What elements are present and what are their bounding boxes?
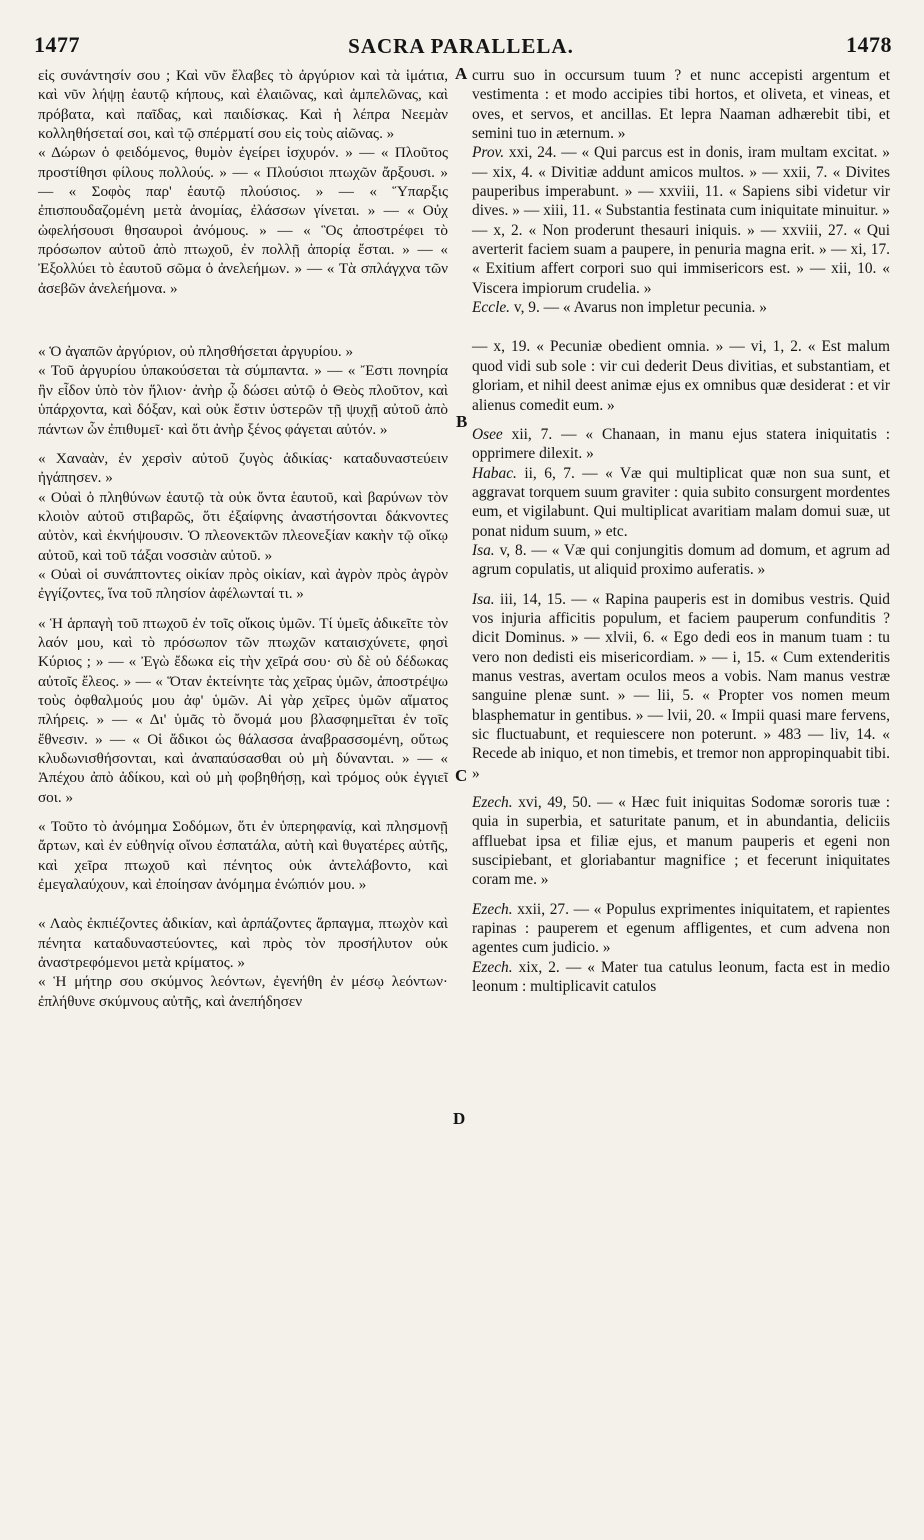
latin-text: v, 8. — « Væ qui conjungitis domum ad domum, et agrum ad agrum copulatis, ut aliquid proximo auferatis. » <box>472 541 890 579</box>
latin-text: v, 9. — « Avarus non impletur pecunia. » <box>510 299 767 317</box>
greek-passage: « Οὐαὶ ὁ πληθύνων ἑαυτῷ τὰ οὐκ ὄντα ἑαυτοῦ, καὶ βαρύνων τὸν κλοιὸν αὐτοῦ στιβαρῶς, ὅτι ἐξαίφνης ἀναστήσονται δάκνοντες αὐτὸν, καὶ ἐκνήψουσιν. Ὁ πλεονεκτῶν πλεονεξίαν κακὴν τῷ οἴκῳ αὐτοῦ, καὶ τοῦ τάξαι νοσσιὰν αὐτοῦ. » <box>38 488 448 564</box>
page-header <box>30 32 892 62</box>
page-number-left: 1477 <box>34 32 80 57</box>
latin-passage <box>472 793 890 890</box>
greek-passage: « Τοῦ ἀργυρίου ὑπακούσεται τὰ σύμπαντα. » — « Ἔστι πονηρία ἣν εἶδον ὑπὸ τὸν ἥλιον· ἀνὴρ ᾧ δώσει αὐτῷ ὁ Θεὸς πλοῦτον, καὶ ὑπάρχοντα, καὶ δόξαν, καὶ οὐκ ἔστιν ὑστερῶν τῇ ψυχῇ αὐτοῦ ἀπὸ πάντων ὧν ἐπιθυμεῖ· καὶ ὅτι ἀνὴρ ξένος φάγεται αὐτόν. » <box>38 362 448 438</box>
scripture-ref: Prov. <box>472 144 505 162</box>
latin-passage <box>472 958 890 997</box>
greek-passage: « Λαὸς ἐκπιέζοντες ἀδικίαν, καὶ ἁρπάζοντες ἅρπαγμα, πτωχὸν καὶ πένητα καταδυναστεύοντες, καὶ πρὸς τὸν προσήλυτον οὐκ ἀναστρεφόμενοι μετὰ κρίματος. » <box>38 915 448 972</box>
margin-letter-c: C <box>455 766 468 785</box>
latin-text: curru suo in occursum tuum ? et nunc accepisti argentum et vestimenta : et modo accipies tibi hortos, et oliveta, et vineas, et oves, et servos, et ancillas. Et lepra Naaman adhærebit tibi, et semini tuo in æternum. » <box>472 67 890 143</box>
scripture-ref: Habac. <box>472 464 517 482</box>
scripture-ref: Osee <box>472 425 503 443</box>
latin-passage <box>472 425 890 464</box>
scripture-ref: Eccle. <box>472 299 511 317</box>
latin-passage <box>472 337 890 414</box>
scripture-ref: Ezech. <box>472 900 513 918</box>
latin-text: — x, 19. « Pecuniæ obedient omnia. » — vi, 1, 2. « Est malum quod vidi sub sole : vir cui dederit Deus divitias, et substantiam, et gloriam, et nihil deest animæ ejus ex omnibus quæ desiderat : et vir alienus comedit eum. » <box>472 338 890 414</box>
latin-passage <box>472 541 890 580</box>
latin-column <box>472 66 890 996</box>
latin-passage <box>472 298 890 317</box>
greek-passage: « Ὁ ἀγαπῶν ἀργύριον, οὐ πλησθήσεται ἀργυρίου. » <box>38 343 354 361</box>
margin-letter-b: B <box>456 412 468 431</box>
latin-passage <box>472 590 890 783</box>
latin-passage <box>472 143 890 298</box>
page-number-right: 1478 <box>846 32 892 57</box>
latin-text: xxi, 24. — « Qui parcus est in donis, iram multam excitat. » — xix, 4. « Divitiæ addunt amicos multos. » — xxii, 7. « Divites pauperibus imperabunt. » — xxviii, 11. « Sapiens sibi videtur vir dives. » — xiii, 11. « Substantia festinata cum iniquitate minuitur. » — x, 2. « Non proderunt thesauri iniquis. » — xxviii, 27. « Qui averterit faciem suam a paupere, in penuria magna erit. » — xi, 17. « Exitium affert corpori suo qui immisericors est. » — xii, 10. « Viscera impiorum crudelia. » <box>472 144 890 297</box>
margin-letter-a: A <box>455 64 468 83</box>
scripture-ref: Isa. <box>472 590 495 608</box>
latin-passage <box>472 464 890 541</box>
latin-text: xxii, 27. — « Populus exprimentes iniquitatem, et rapientes rapinas : pauperem et egenum affligentes, et cum advena non agentes cum judicio. » <box>472 900 890 957</box>
running-title: SACRA PARALLELA. <box>348 34 574 58</box>
scripture-ref: Ezech. <box>472 794 513 812</box>
latin-text: ii, 6, 7. — « Væ qui multiplicat quæ non sua sunt, et aggravat torquem suum graviter : quia subito consurgent mordentes eum, et vigilabunt. Qui multiplicat avaritiam malam domui suæ, ut ponat nidum suum, » etc. <box>472 464 890 540</box>
scripture-ref: Isa. <box>472 541 495 559</box>
latin-text: iii, 14, 15. — « Rapina pauperis est in domibus vestris. Quid vos injuria afficitis populum, et faciem pauperum confunditis ? dicit Dominus. » — xlvii, 6. « Ego dedi eos in manum tuam : tu vero non dedisti eis misericordiam. » — i, 15. « Cum extenderitis manus vestras, avertam oculos meos a vobis. Nam manus vestræ sanguine plenæ sunt. » — lii, 5. « Propter vos nomen meum blasphematur in gentibus. » — lvii, 20. « Impii quasi mare fervens, sic fluctuabunt, et requiescere non poterunt. » 483 — liv, 14. « Recede ab iniquo, et non timebis, et tremor non appropinquabit tibi. » <box>472 590 890 782</box>
greek-passage: « Τοῦτο τὸ ἀνόμημα Σοδόμων, ὅτι ἐν ὑπερηφανίᾳ, καὶ πλησμονῇ ἄρτων, καὶ ἐν εὐθηνίᾳ οἴνου ἐσπατάλα, αὐτὴ καὶ θυγατέρες αὐτῆς, καὶ χεῖρα πτωχοῦ καὶ πένητος οὐκ ἀντελάβοντο, καὶ ἐμεγαλαύχουν, καὶ ἐποίησαν ἀνόμημα ἐνώπιόν μου. » <box>38 818 448 894</box>
margin-letter-d: D <box>453 1109 466 1128</box>
greek-passage: « Χαναὰν, ἐν χερσὶν αὐτοῦ ζυγὸς ἀδικίας· καταδυναστεύειν ἠγάπησεν. » <box>38 449 448 487</box>
latin-text: xix, 2. — « Mater tua catulus leonum, facta est in medio leonum : multiplicavit catulos <box>472 958 890 996</box>
latin-text: xvi, 49, 50. — « Hæc fuit iniquitas Sodomæ sororis tuæ : quia in superbia, et saturitate panum, et in abundantia, deliciis affluebat ipsa et filiæ ejus, et manum pauperis et egeni non suscipiebant, et gloriabantur magnifice ; et fecerunt iniquitates coram me. » <box>472 794 890 889</box>
latin-passage <box>472 66 890 143</box>
latin-text: xii, 7. — « Chanaan, in manu ejus statera iniquitatis : opprimere dilexit. » <box>472 425 890 463</box>
greek-passage: « Ἡ μήτηρ σου σκύμνος λεόντων, ἐγενήθη ἐν μέσῳ λεόντων· ἐπλήθυνε σκύμνους αὐτῆς, καὶ ἀνεπήδησεν <box>38 973 448 1010</box>
greek-passage: εἰς συνάντησίν σου ; Καὶ νῦν ἔλαβες τὸ ἀργύριον καὶ τὰ ἱμάτια, καὶ νῦν λήψῃ ἑαυτῷ κήπους, καὶ ἐλαιῶνας, καὶ ἀμπελῶνας, καὶ πρόβατα, καὶ παῖδας, καὶ παιδίσκας. Καὶ ἡ λέπρα Νεεμὰν κολληθήσεταί σοι, καὶ τῷ σπέρματί σου εἰς τοὺς αἰῶνας. » <box>38 67 448 143</box>
scripture-ref: Ezech. <box>472 958 513 976</box>
greek-passage: « Οὐαὶ οἱ συνάπτοντες οἰκίαν πρὸς οἰκίαν, καὶ ἀγρὸν πρὸς ἀγρὸν ἐγγίζοντες, ἵνα τοῦ πλησίον ἀφέλωνταί τι. » <box>38 565 448 603</box>
greek-column <box>38 66 448 1011</box>
greek-passage: « Δώρων ὁ φειδόμενος, θυμὸν ἐγείρει ἰσχυρόν. » — « Πλοῦτος προστίθησι φίλους πολλούς. » — « Πλούσιοι πτωχῶν ἄρξουσι. » — « Σοφὸς παρ' ἑαυτῷ πλούσιος. » — « Ὕπαρξις ἐπισπουδαζομένη μετὰ ἀνομίας, ἐλάσσων γίνεται. » — « Οὐχ ὠφελήσουσι θησαυροὶ ἀνόμους. » — « Ὃς ἀποστρέφει τὸ πρόσωπον αὐτοῦ ἀπὸ πτωχοῦ, ἐν πολλῇ ἀπορίᾳ ἔσται. » — « Ἐξολλύει τὸ ἑαυτοῦ σῶμα ὁ ἀνελεήμων. » — « Τὰ σπλάγχνα τῶν ἀσεβῶν ἀνελεήμονα. » <box>38 144 448 297</box>
latin-passage <box>472 900 890 958</box>
greek-passage: « Ἡ ἁρπαγὴ τοῦ πτωχοῦ ἐν τοῖς οἴκοις ὑμῶν. Τί ὑμεῖς ἀδικεῖτε τὸν λαόν μου, καὶ τὸ πρόσωπον τῶν πτωχῶν καταισχύνετε, φησὶ Κύριος ; » — « Ἐγὼ ἔδωκα εἰς τὴν χεῖρά σου· σὺ δὲ οὐ δέδωκας αὐτοῖς ἔλεος. » — « Ὅταν ἐκτείνητε τὰς χεῖρας ὑμῶν, ἀποστρέψω τοὺς ὀφθαλμούς μου ἀφ' ὑμῶν. Αἱ γὰρ χεῖρες ὑμῶν αἵματος πλήρεις. » — « Δι' ὑμᾶς τὸ ὄνομά μου βλασφημεῖται ἐν τοῖς ἔθνεσιν. » — « Οἱ ἄδικοι ὡς θάλασσα ἀναβρασσομένη, οὕτως κλυδωνισθήσονται, καὶ ἀναπαύσασθαι οὐ μὴ δύνανται. » — « Ἀπέχου ἀπὸ ἀδίκου, καὶ οὐ μὴ φοβηθήσῃ, καὶ τρόμος οὐκ ἐγγιεῖ σοι. » <box>38 614 448 806</box>
